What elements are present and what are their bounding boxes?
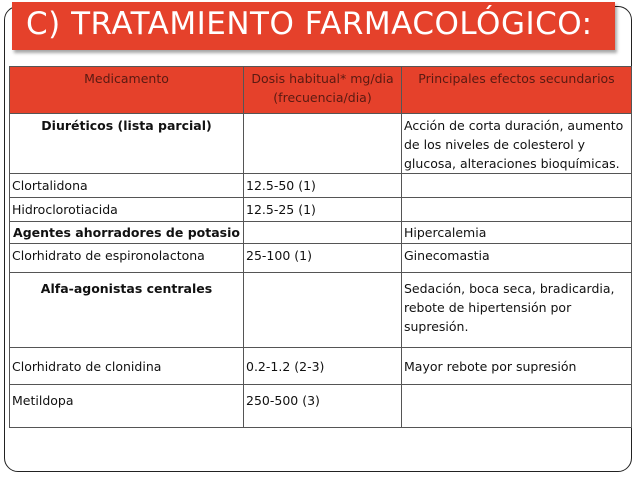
cell-effects: Ginecomastia — [402, 244, 632, 273]
header-efectos: Principales efectos secundarios — [402, 67, 632, 114]
table-row — [10, 244, 632, 273]
title-banner — [12, 2, 615, 50]
cell-med: Clortalidona — [10, 174, 244, 198]
section-alfa-agonistas: Alfa-agonistas centrales — [10, 273, 244, 348]
cell-dose: 25-100 (1) — [244, 244, 402, 273]
header-medicamento: Medicamento — [10, 67, 244, 114]
header-dosis: Dosis habitual* mg/dia (frecuencia/dia) — [244, 67, 402, 114]
cell-dose: 0.2-1.2 (2-3) — [244, 348, 402, 385]
slide-title: C) TRATAMIENTO FARMACOLÓGICO: — [26, 6, 593, 42]
cell-dose — [244, 273, 402, 348]
cell-dose: 12.5-25 (1) — [244, 198, 402, 222]
table-row — [10, 222, 632, 244]
cell-dose: 12.5-50 (1) — [244, 174, 402, 198]
cell-med: Hidroclorotiacida — [10, 198, 244, 222]
cell-effects — [402, 385, 632, 428]
table-row — [10, 385, 632, 428]
cell-effects: Mayor rebote por supresión — [402, 348, 632, 385]
table-row — [10, 174, 632, 198]
drug-table — [9, 66, 632, 428]
cell-effects — [402, 174, 632, 198]
table-header-row — [10, 67, 632, 114]
table-row — [10, 273, 632, 348]
table-row — [10, 348, 632, 385]
cell-dose — [244, 222, 402, 244]
cell-dose: 250-500 (3) — [244, 385, 402, 428]
cell-effects: Acción de corta duración, aumento de los niveles de colesterol y glucosa, alteraciones bioquímicas. — [402, 114, 632, 174]
section-diureticos: Diuréticos (lista parcial) — [10, 114, 244, 174]
cell-effects: Sedación, boca seca, bradicardia, rebote de hipertensión por supresión. — [402, 273, 632, 348]
table-row — [10, 114, 632, 174]
table-row — [10, 198, 632, 222]
section-ahorradores-potasio: Agentes ahorradores de potasio — [10, 222, 244, 244]
cell-effects: Hipercalemia — [402, 222, 632, 244]
cell-effects — [402, 198, 632, 222]
cell-med: Metildopa — [10, 385, 244, 428]
cell-med: Clorhidrato de clonidina — [10, 348, 244, 385]
cell-dose — [244, 114, 402, 174]
cell-med: Clorhidrato de espironolactona — [10, 244, 244, 273]
